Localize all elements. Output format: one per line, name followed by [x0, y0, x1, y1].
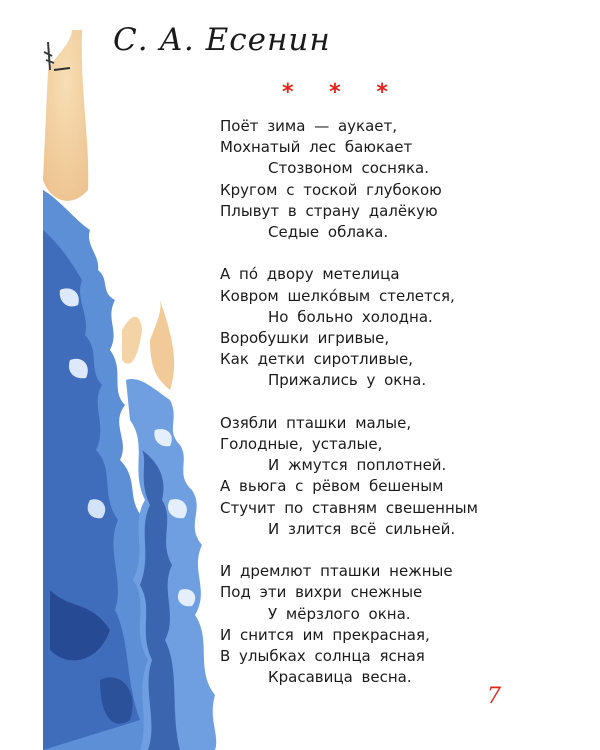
stanza [220, 116, 520, 243]
poem-line: Поёт зима — аукает, [220, 117, 398, 135]
poem-line: Плывут в страну далёкую [220, 201, 438, 220]
page-number: 7 [487, 684, 501, 709]
winter-trees-illustration [30, 30, 240, 750]
poem-line: Прижались у окна. [268, 371, 427, 390]
poem-line: А вьюга с рёвом бешеным [220, 477, 444, 496]
poem-line: Ковром шелко́вым стелется, [220, 286, 455, 305]
poem-line: И злится всё сильней. [268, 519, 456, 538]
poem-line: Кругом с тоской глубокою [220, 180, 442, 199]
poem-line: И дремлют пташки нежные [220, 562, 453, 581]
poem-line: Седые облака. [268, 223, 389, 242]
poem-line: Но больно холодна. [268, 307, 433, 326]
poem-line: Воробушки игривые, [220, 329, 390, 348]
poem-line: Голодные, усталые, [220, 435, 383, 454]
poem-line: И снится им прекрасная, [220, 625, 430, 644]
poem-line: Как детки сиротливые, [220, 350, 414, 369]
poem-line: Стозвоном сосняка. [268, 159, 429, 178]
poem-line: И жмутся поплотней. [268, 456, 447, 475]
poem-line: В улыбках солнца ясная [220, 647, 425, 666]
stanza [220, 413, 520, 540]
author-name: С. А. Есенин [113, 22, 331, 58]
poem-line: У мёрзлого окна. [268, 604, 411, 623]
poem-line: Озябли пташки малые, [220, 413, 412, 432]
poem-line: Красавица весна. [268, 668, 412, 687]
stanza [220, 264, 520, 391]
poem-line: Стучит по ставням свешенным [220, 498, 478, 517]
poem [220, 116, 520, 710]
stanza [220, 561, 520, 688]
poem-line: А по́ двору метелица [220, 265, 400, 284]
stanza-ornament: * * * [282, 80, 402, 105]
poem-line: Мохнатый лес баюкает [220, 138, 413, 157]
poem-line: Под эти вихри снежные [220, 583, 423, 602]
